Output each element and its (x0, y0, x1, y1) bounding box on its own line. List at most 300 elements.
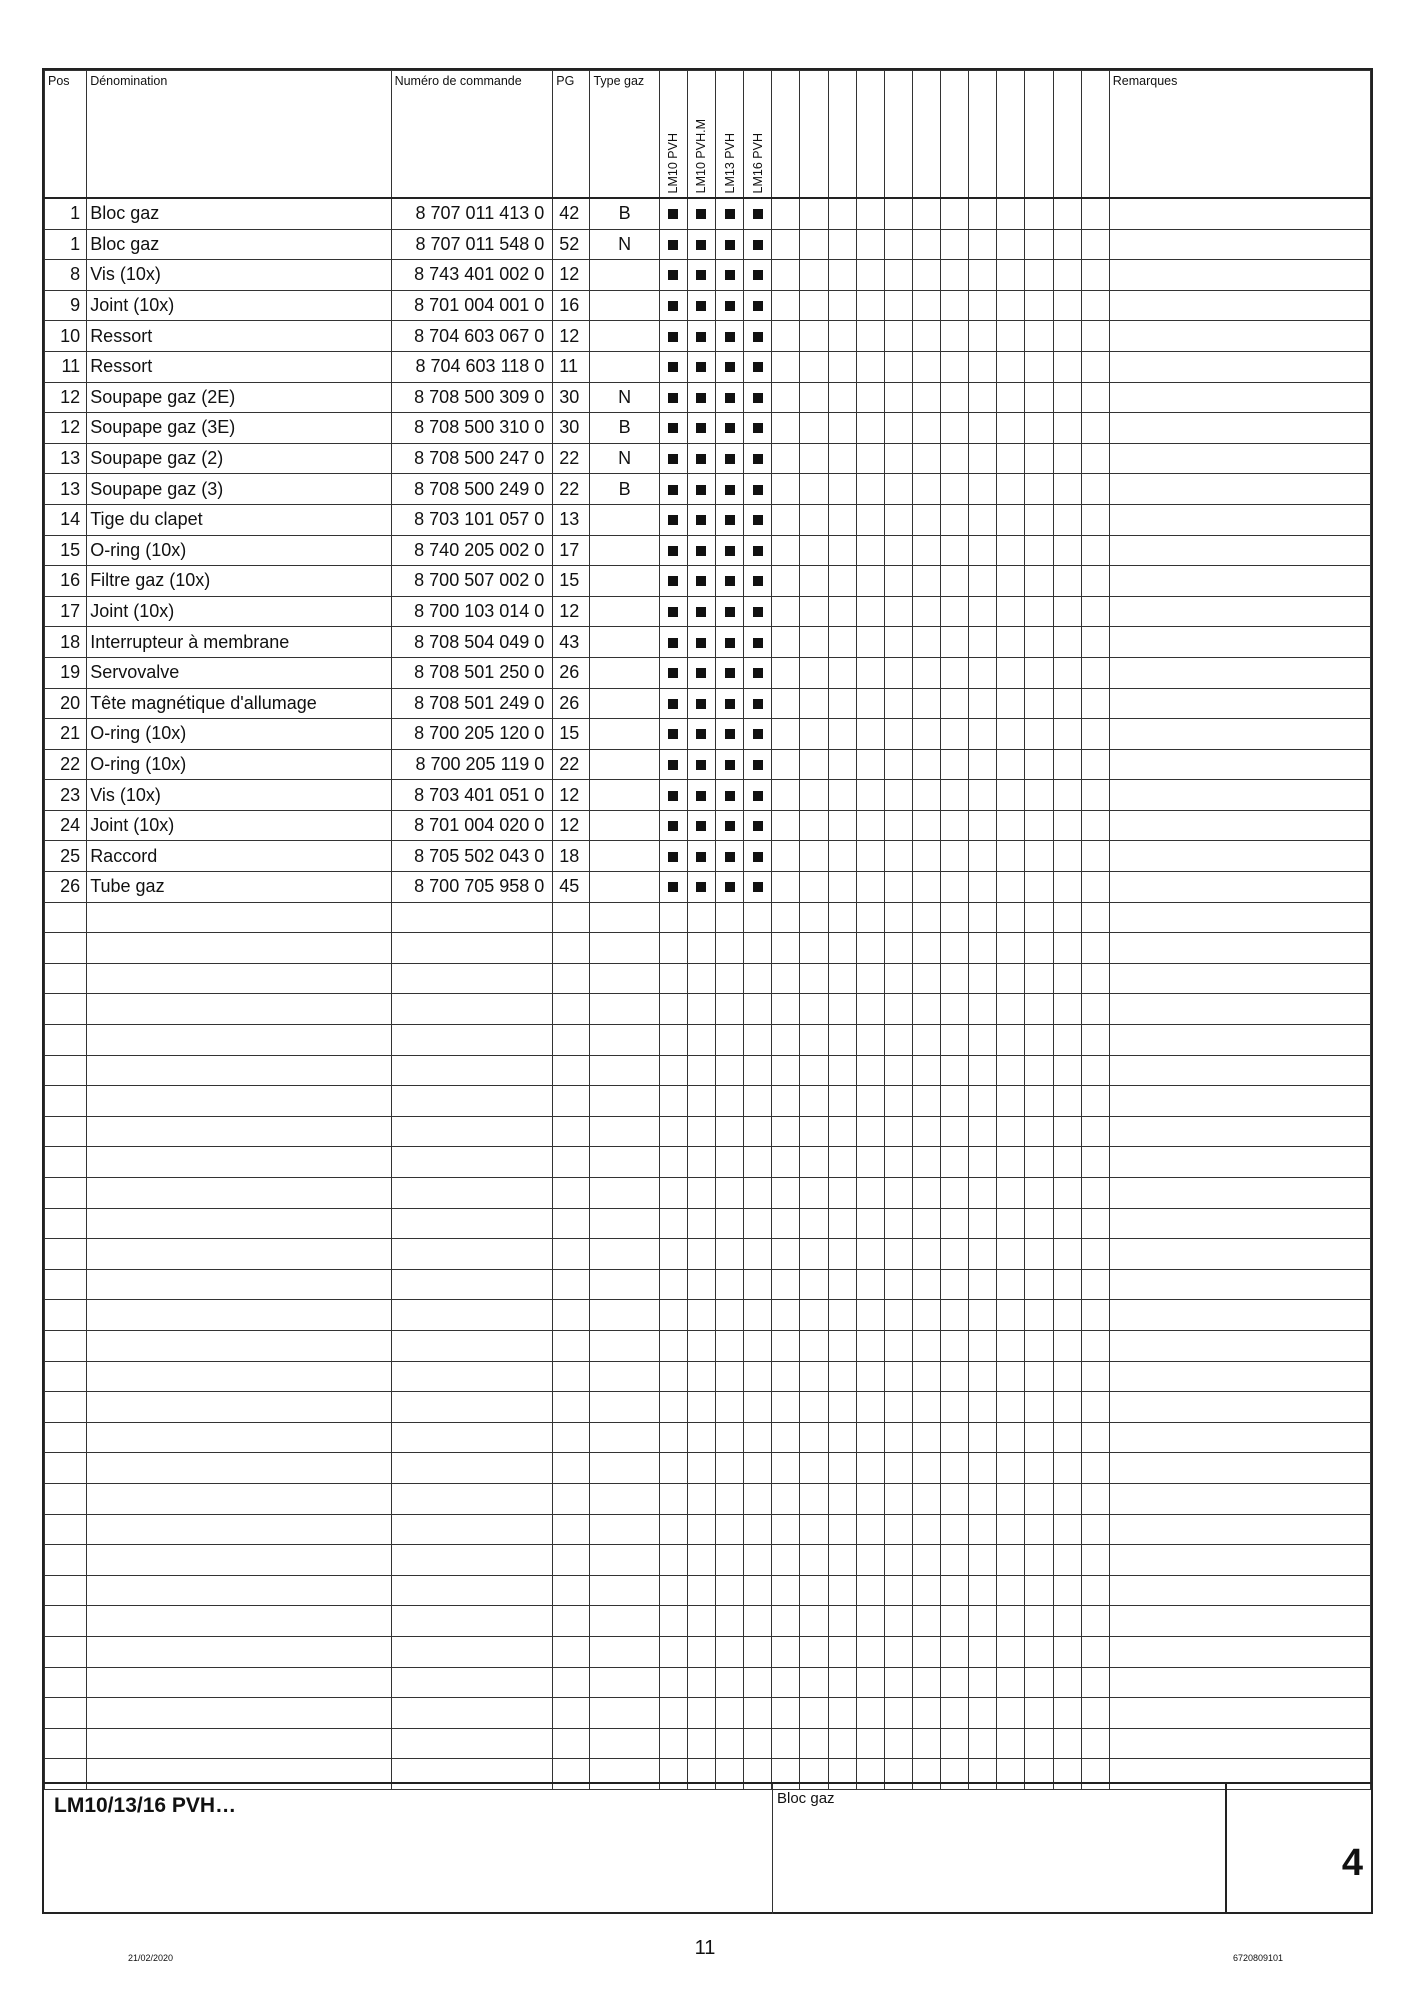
cell-model (744, 963, 772, 994)
cell-blank (1081, 290, 1109, 321)
applicability-mark (725, 332, 735, 342)
cell-blank (912, 1361, 940, 1392)
cell-model (744, 290, 772, 321)
cell-model (659, 1667, 687, 1698)
cell-remarques (1109, 1575, 1370, 1606)
cell-model (744, 474, 772, 505)
cell-blank (1053, 474, 1081, 505)
cell-blank (884, 749, 912, 780)
applicability-mark (725, 791, 735, 801)
cell-model (687, 933, 715, 964)
cell-model (744, 1330, 772, 1361)
cell-blank (941, 1330, 969, 1361)
cell-denomination (87, 1698, 391, 1729)
applicability-mark (753, 332, 763, 342)
cell-remarques (1109, 657, 1370, 688)
cell-model (744, 229, 772, 260)
cell-blank (772, 749, 800, 780)
header-model-label: LM16 PVH (750, 132, 765, 193)
cell-denomination (87, 1575, 391, 1606)
cell-blank (997, 657, 1025, 688)
applicability-mark (696, 332, 706, 342)
cell-blank (772, 902, 800, 933)
cell-blank (1053, 1606, 1081, 1637)
cell-blank (856, 596, 884, 627)
cell-model (744, 382, 772, 413)
applicability-mark (725, 821, 735, 831)
cell-remarques (1109, 1178, 1370, 1209)
cell-model (659, 872, 687, 903)
cell-blank (1025, 229, 1053, 260)
cell-model (687, 1178, 715, 1209)
cell-blank (997, 1392, 1025, 1423)
cell-blank (912, 872, 940, 903)
cell-model (716, 290, 744, 321)
cell-blank (772, 1025, 800, 1056)
cell-blank (800, 382, 828, 413)
cell-model (744, 1208, 772, 1239)
section-number: 4 (1341, 1842, 1363, 1884)
cell-blank (828, 321, 856, 352)
cell-numero (391, 1239, 553, 1270)
cell-blank (1053, 504, 1081, 535)
applicability-mark (696, 821, 706, 831)
cell-blank (941, 688, 969, 719)
cell-blank (969, 1545, 997, 1576)
cell-type-gaz (590, 933, 659, 964)
cell-blank (772, 1269, 800, 1300)
document-id: 6720809101 (1233, 1953, 1284, 1963)
cell-numero: 8 707 011 548 0 (391, 229, 553, 260)
cell-model (716, 627, 744, 658)
cell-blank (941, 596, 969, 627)
title-block (44, 1782, 1371, 1914)
cell-pos (45, 1269, 87, 1300)
cell-remarques (1109, 566, 1370, 597)
cell-blank (828, 1698, 856, 1729)
cell-blank (828, 1453, 856, 1484)
applicability-mark (668, 454, 678, 464)
cell-model (716, 1239, 744, 1270)
cell-type-gaz (590, 290, 659, 321)
applicability-mark (696, 882, 706, 892)
applicability-mark (725, 607, 735, 617)
cell-blank (772, 1147, 800, 1178)
cell-blank (856, 1300, 884, 1331)
applicability-mark (696, 362, 706, 372)
cell-blank (828, 1086, 856, 1117)
cell-blank (1053, 963, 1081, 994)
cell-denomination: O-ring (10x) (87, 719, 391, 750)
cell-blank (912, 1300, 940, 1331)
cell-blank (800, 963, 828, 994)
cell-model (716, 1606, 744, 1637)
cell-model (659, 260, 687, 291)
cell-blank (1025, 443, 1053, 474)
cell-blank (856, 719, 884, 750)
table-row-empty (45, 1055, 1371, 1086)
cell-model (744, 994, 772, 1025)
cell-blank (828, 719, 856, 750)
cell-blank (884, 872, 912, 903)
cell-blank (800, 1300, 828, 1331)
cell-blank (856, 321, 884, 352)
cell-blank (941, 1178, 969, 1209)
cell-blank (828, 1728, 856, 1759)
applicability-mark (696, 240, 706, 250)
cell-blank (969, 1055, 997, 1086)
cell-numero: 8 708 501 250 0 (391, 657, 553, 688)
cell-denomination (87, 1025, 391, 1056)
cell-pos (45, 1330, 87, 1361)
cell-pos (45, 1606, 87, 1637)
cell-blank (997, 1514, 1025, 1545)
cell-remarques (1109, 902, 1370, 933)
table-row (45, 229, 1371, 260)
cell-blank (912, 290, 940, 321)
table-row (45, 413, 1371, 444)
header-blank (856, 71, 884, 199)
cell-model (744, 1667, 772, 1698)
cell-remarques (1109, 229, 1370, 260)
applicability-mark (696, 852, 706, 862)
table-row-empty (45, 1086, 1371, 1117)
cell-pg: 13 (553, 504, 590, 535)
cell-blank (856, 260, 884, 291)
cell-blank (912, 351, 940, 382)
table-row (45, 810, 1371, 841)
cell-blank (969, 596, 997, 627)
cell-denomination: Tête magnétique d'allumage (87, 688, 391, 719)
cell-blank (1081, 1116, 1109, 1147)
cell-blank (1025, 1116, 1053, 1147)
cell-blank (1025, 413, 1053, 444)
cell-model (659, 1453, 687, 1484)
table-row (45, 321, 1371, 352)
applicability-mark (753, 423, 763, 433)
cell-blank (800, 1728, 828, 1759)
cell-blank (1025, 1361, 1053, 1392)
cell-blank (856, 1239, 884, 1270)
cell-pg: 43 (553, 627, 590, 658)
cell-numero: 8 701 004 020 0 (391, 810, 553, 841)
cell-blank (800, 1361, 828, 1392)
cell-blank (997, 841, 1025, 872)
table-row (45, 566, 1371, 597)
cell-pg (553, 1453, 590, 1484)
cell-blank (941, 1116, 969, 1147)
cell-model (659, 1239, 687, 1270)
cell-model (744, 1392, 772, 1423)
cell-pos: 15 (45, 535, 87, 566)
cell-blank (969, 1514, 997, 1545)
cell-type-gaz (590, 780, 659, 811)
cell-model (716, 780, 744, 811)
cell-remarques (1109, 596, 1370, 627)
cell-model (744, 1055, 772, 1086)
applicability-mark (696, 485, 706, 495)
cell-pos: 13 (45, 474, 87, 505)
cell-blank (884, 1086, 912, 1117)
cell-pg (553, 902, 590, 933)
cell-blank (772, 566, 800, 597)
cell-blank (969, 229, 997, 260)
cell-model (716, 1514, 744, 1545)
cell-blank (1025, 1667, 1053, 1698)
cell-blank (1025, 749, 1053, 780)
cell-blank (941, 1392, 969, 1423)
cell-blank (912, 413, 940, 444)
cell-numero (391, 1116, 553, 1147)
cell-remarques (1109, 260, 1370, 291)
table-row-empty (45, 1300, 1371, 1331)
cell-blank (997, 1575, 1025, 1606)
cell-blank (941, 902, 969, 933)
cell-blank (884, 810, 912, 841)
cell-remarques (1109, 1514, 1370, 1545)
table-row (45, 474, 1371, 505)
cell-model (744, 1636, 772, 1667)
cell-blank (941, 1300, 969, 1331)
cell-blank (969, 1422, 997, 1453)
cell-blank (997, 566, 1025, 597)
table-row-empty (45, 902, 1371, 933)
cell-numero: 8 701 004 001 0 (391, 290, 553, 321)
cell-blank (856, 627, 884, 658)
cell-blank (1053, 1269, 1081, 1300)
cell-type-gaz (590, 1392, 659, 1423)
cell-model (687, 474, 715, 505)
cell-model (687, 1208, 715, 1239)
cell-numero: 8 703 401 051 0 (391, 780, 553, 811)
cell-blank (856, 1330, 884, 1361)
cell-denomination (87, 1055, 391, 1086)
cell-blank (772, 719, 800, 750)
cell-blank (884, 1116, 912, 1147)
cell-blank (997, 260, 1025, 291)
cell-blank (1053, 1636, 1081, 1667)
cell-blank (912, 994, 940, 1025)
cell-blank (941, 382, 969, 413)
cell-blank (1025, 1606, 1053, 1637)
cell-denomination (87, 963, 391, 994)
cell-denomination (87, 933, 391, 964)
cell-pg: 12 (553, 596, 590, 627)
cell-blank (828, 1606, 856, 1637)
cell-pos (45, 1667, 87, 1698)
cell-blank (1053, 351, 1081, 382)
cell-blank (941, 1269, 969, 1300)
cell-pos: 24 (45, 810, 87, 841)
cell-blank (912, 1086, 940, 1117)
cell-blank (772, 1178, 800, 1209)
header-blank (884, 71, 912, 199)
cell-blank (941, 780, 969, 811)
cell-denomination: Joint (10x) (87, 596, 391, 627)
cell-numero: 8 704 603 067 0 (391, 321, 553, 352)
cell-numero (391, 1483, 553, 1514)
cell-blank (856, 1483, 884, 1514)
cell-model (716, 1086, 744, 1117)
cell-blank (828, 1636, 856, 1667)
cell-pos (45, 1208, 87, 1239)
cell-blank (800, 504, 828, 535)
cell-model (744, 1269, 772, 1300)
cell-pos (45, 1239, 87, 1270)
footer-divider (1225, 1784, 1227, 1914)
cell-model (716, 260, 744, 291)
cell-blank (856, 1086, 884, 1117)
cell-blank (1025, 780, 1053, 811)
cell-model (687, 1514, 715, 1545)
cell-model (659, 535, 687, 566)
cell-blank (856, 1422, 884, 1453)
cell-blank (884, 688, 912, 719)
cell-blank (1053, 1178, 1081, 1209)
applicability-mark (668, 209, 678, 219)
cell-type-gaz (590, 1667, 659, 1698)
cell-blank (1025, 1239, 1053, 1270)
cell-type-gaz: N (590, 443, 659, 474)
cell-blank (1081, 933, 1109, 964)
cell-blank (884, 1636, 912, 1667)
cell-blank (800, 872, 828, 903)
cell-blank (997, 1208, 1025, 1239)
cell-blank (772, 474, 800, 505)
applicability-mark (725, 699, 735, 709)
cell-blank (997, 994, 1025, 1025)
cell-blank (828, 413, 856, 444)
cell-model (744, 841, 772, 872)
header-blank (1081, 71, 1109, 199)
applicability-mark (725, 240, 735, 250)
cell-blank (969, 1086, 997, 1117)
cell-model (716, 749, 744, 780)
cell-blank (1053, 1208, 1081, 1239)
cell-blank (828, 963, 856, 994)
cell-pos (45, 1636, 87, 1667)
header-model (716, 71, 744, 199)
cell-blank (800, 657, 828, 688)
cell-blank (941, 627, 969, 658)
cell-blank (772, 1698, 800, 1729)
cell-blank (1053, 321, 1081, 352)
cell-remarques (1109, 1483, 1370, 1514)
applicability-mark (725, 576, 735, 586)
cell-blank (856, 443, 884, 474)
cell-model (687, 719, 715, 750)
table-row-empty (45, 1330, 1371, 1361)
cell-blank (1025, 963, 1053, 994)
cell-blank (1025, 1055, 1053, 1086)
cell-model (716, 1545, 744, 1576)
table-row-empty (45, 1025, 1371, 1056)
cell-blank (941, 657, 969, 688)
cell-type-gaz: B (590, 198, 659, 229)
table-row-empty (45, 1147, 1371, 1178)
cell-model (716, 872, 744, 903)
cell-model (659, 1178, 687, 1209)
cell-blank (1025, 351, 1053, 382)
cell-blank (800, 688, 828, 719)
cell-pg: 12 (553, 780, 590, 811)
cell-denomination: Soupape gaz (2) (87, 443, 391, 474)
cell-blank (912, 1330, 940, 1361)
cell-blank (772, 1545, 800, 1576)
cell-remarques (1109, 1422, 1370, 1453)
cell-blank (1053, 1116, 1081, 1147)
section-title: Bloc gaz (777, 1790, 835, 1807)
cell-pos (45, 1453, 87, 1484)
cell-blank (800, 1178, 828, 1209)
cell-model (716, 1728, 744, 1759)
cell-blank (828, 1147, 856, 1178)
table-row (45, 749, 1371, 780)
cell-model (716, 321, 744, 352)
cell-blank (800, 535, 828, 566)
cell-blank (1053, 872, 1081, 903)
cell-model (744, 1575, 772, 1606)
cell-blank (828, 627, 856, 658)
cell-model (744, 566, 772, 597)
cell-model (687, 749, 715, 780)
cell-remarques (1109, 535, 1370, 566)
cell-blank (1053, 1422, 1081, 1453)
cell-blank (941, 810, 969, 841)
cell-pos: 16 (45, 566, 87, 597)
cell-model (744, 351, 772, 382)
cell-pos (45, 1361, 87, 1392)
cell-denomination (87, 1636, 391, 1667)
cell-blank (912, 1422, 940, 1453)
cell-model (659, 688, 687, 719)
cell-blank (856, 382, 884, 413)
cell-blank (997, 474, 1025, 505)
cell-blank (800, 1514, 828, 1545)
cell-type-gaz (590, 1728, 659, 1759)
cell-model (716, 229, 744, 260)
cell-blank (1025, 1698, 1053, 1729)
cell-pos: 14 (45, 504, 87, 535)
cell-blank (1025, 1728, 1053, 1759)
cell-model (716, 1330, 744, 1361)
cell-blank (884, 1330, 912, 1361)
cell-model (659, 1483, 687, 1514)
cell-model (744, 1116, 772, 1147)
cell-blank (856, 872, 884, 903)
header-model (744, 71, 772, 199)
cell-numero (391, 1636, 553, 1667)
cell-numero: 8 708 501 249 0 (391, 688, 553, 719)
cell-pg: 22 (553, 749, 590, 780)
cell-blank (856, 749, 884, 780)
cell-blank (1053, 413, 1081, 444)
cell-blank (997, 1300, 1025, 1331)
cell-pg (553, 1606, 590, 1637)
cell-model (744, 596, 772, 627)
cell-blank (941, 229, 969, 260)
cell-model (659, 1545, 687, 1576)
cell-numero (391, 1453, 553, 1484)
cell-blank (912, 1667, 940, 1698)
cell-blank (912, 657, 940, 688)
cell-type-gaz (590, 1116, 659, 1147)
cell-model (716, 1116, 744, 1147)
cell-model (659, 566, 687, 597)
table-header-row (45, 71, 1371, 199)
cell-model (716, 933, 744, 964)
cell-blank (1025, 566, 1053, 597)
